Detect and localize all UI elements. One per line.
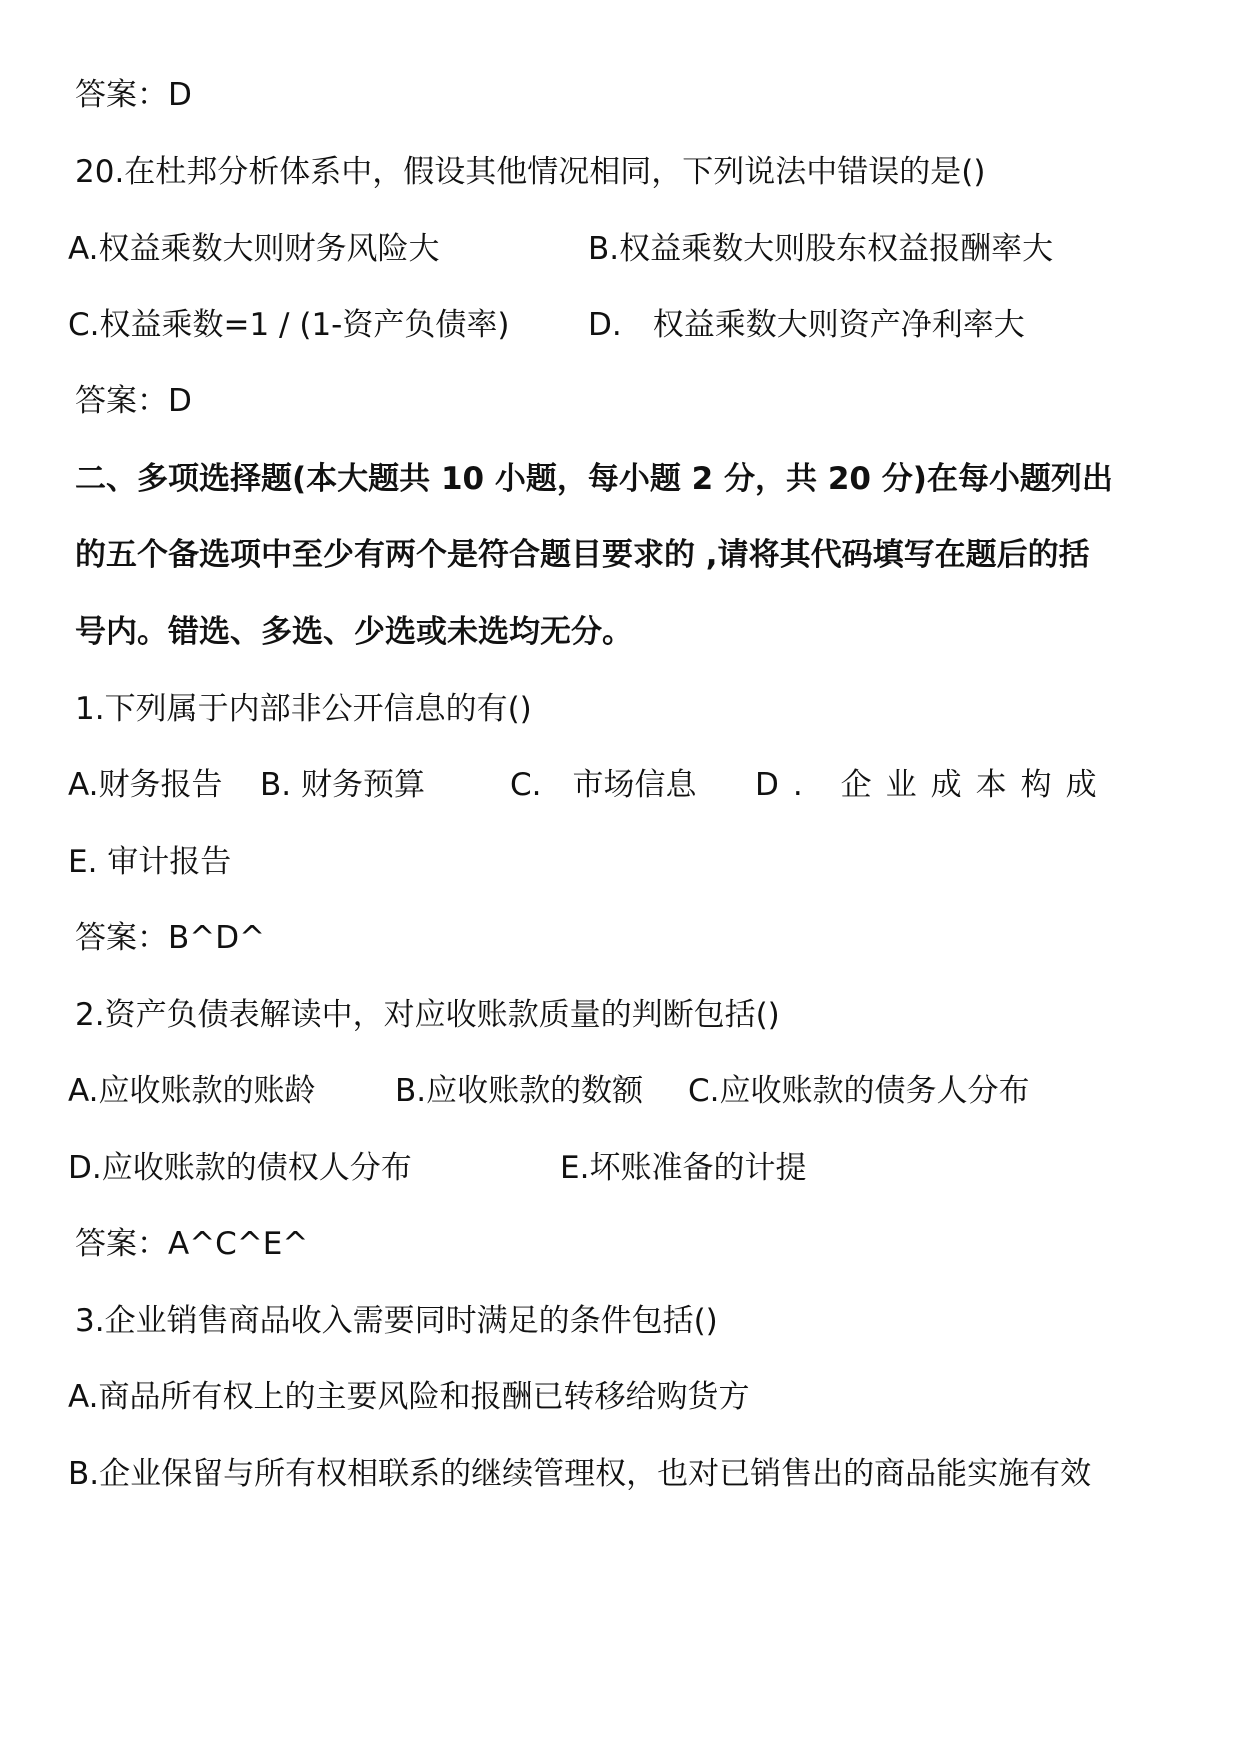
m1-option-c: C. 市场信息 [510,767,697,803]
m1-option-d: D. 企业成本构成 [755,767,1111,803]
m2-option-a: A.应收账款的账龄 [68,1073,316,1109]
q20-stem: 20.在杜邦分析体系中，假设其他情况相同，下列说法中错误的是() [75,154,986,190]
q20-answer: 答案：D [75,383,192,419]
q20-option-a: A.权益乘数大则财务风险大 [68,231,440,267]
m2-option-b: B.应收账款的数额 [395,1073,644,1109]
q20-option-d: D. 权益乘数大则资产净利率大 [588,307,1025,343]
q19-answer: 答案：D [75,77,192,113]
m2-option-d: D.应收账款的债权人分布 [68,1150,412,1186]
m1-answer: 答案：B^D^ [75,920,266,956]
m3-option-a: A.商品所有权上的主要风险和报酬已转移给购货方 [68,1379,750,1415]
m1-option-a: A.财务报告 [68,767,223,803]
section-heading-line-1: 二、多项选择题(本大题共 10 小题，每小题 2 分，共 20 分)在每小题列出 [75,461,1113,497]
q20-option-b: B.权益乘数大则股东权益报酬率大 [588,231,1054,267]
m2-answer: 答案：A^C^E^ [75,1226,309,1262]
m1-option-e: E. 审计报告 [68,844,232,880]
q20-option-c: C.权益乘数=1 / (1-资产负债率) [68,307,510,343]
m1-option-b: B. 财务预算 [260,767,425,803]
m3-option-b: B.企业保留与所有权相联系的继续管理权，也对已销售出的商品能实施有效 [68,1456,1092,1492]
m2-option-e: E.坏账准备的计提 [560,1150,807,1186]
m2-option-c: C.应收账款的债务人分布 [688,1073,1030,1109]
m3-stem: 3.企业销售商品收入需要同时满足的条件包括() [75,1303,718,1339]
m1-stem: 1.下列属于内部非公开信息的有() [75,691,532,727]
m2-stem: 2.资产负债表解读中，对应收账款质量的判断包括() [75,997,780,1033]
section-heading-line-3: 号内。错选、多选、少选或未选均无分。 [75,614,633,650]
section-heading-line-2: 的五个备选项中至少有两个是符合题目要求的 ,请将其代码填写在题后的括 [75,537,1090,573]
